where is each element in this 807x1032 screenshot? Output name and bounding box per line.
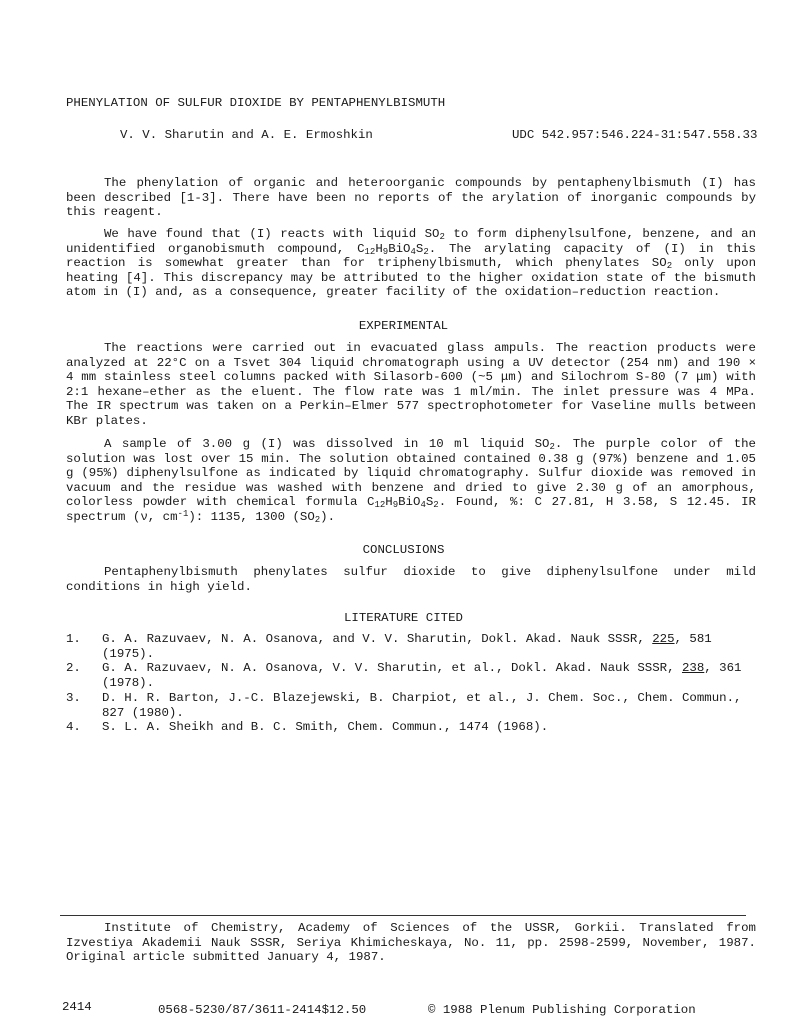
reference-text: S. L. A. Sheikh and B. C. Smith, Chem. Commun., 1474 (1968). [102, 720, 549, 734]
reference-text: G. A. Razuvaev, N. A. Osanova, and V. V. Sharutin, Dokl. Akad. Nauk SSSR, 225, 581 (1975). [102, 632, 712, 661]
reference-number: 1. [66, 632, 81, 646]
reference-text: G. A. Razuvaev, N. A. Osanova, V. V. Sharutin, et al., Dokl. Akad. Nauk SSSR, 238, 361 (1978). [102, 661, 742, 690]
intro-paragraph-1: The phenylation of organic and heteroorganic compounds by pentaphenylbismuth (I) has been described [1-3]. There have been no reports of the arylation of inorganic compounds by this reagent. [66, 176, 756, 220]
reference-number: 3. [66, 691, 81, 705]
experimental-heading: EXPERIMENTAL [358, 319, 449, 333]
authors: V. V. Sharutin and A. E. Ermoshkin [120, 128, 373, 142]
footnote-divider [60, 915, 746, 916]
literature-heading: LITERATURE CITED [344, 611, 463, 625]
page-number: 2414 [62, 1000, 92, 1014]
intro-paragraph-2: We have found that (I) reacts with liquid $SO_2$ to form diphenylsulfone, benzene, and an unidentified organobismuth compound, $C_{12}H_9BiO_4S_2$. The arylating capacity of (I) in this reaction is somewhat greater than for triphenylbismuth, which phenylates $SO_2$ only upon heating [4]. This discrepancy may be attributed to the higher oxidation state of the bismuth atom in (I) and, as a consequence, greater facility of the oxidation–reduction reaction. [66, 227, 757, 300]
reference-number: 4. [66, 720, 81, 734]
udc-code: UDC 542.957:546.224-31:547.558.33 [512, 128, 758, 142]
reference-number: 2. [66, 661, 81, 675]
reference-text: D. H. R. Barton, J.-C. Blazejewski, B. Charpiot, et al., J. Chem. Soc., Chem. Commun., 827 (1980). [102, 691, 742, 720]
article-code: 0568-5230/87/3611-2414$12.50 [158, 1003, 367, 1017]
copyright: © 1988 Plenum Publishing Corporation [428, 1003, 696, 1017]
article-title: PHENYLATION OF SULFUR DIOXIDE BY PENTAPHENYLBISMUTH [66, 96, 446, 110]
conclusions-heading: CONCLUSIONS [362, 543, 445, 557]
experimental-paragraph-1: The reactions were carried out in evacuated glass ampuls. The reaction products were analyzed at 22°C on a Tsvet 304 liquid chromatograph using a UV detector (254 nm) and 190 × 4 mm stainless steel columns packed with Silasorb-600 (~5 μm) and Silochrom S-80 (7 μm) with 2:1 hexane–ether as the eluent. The flow rate was 1 ml/min. The inlet pressure was 4 MPa. The IR spectrum was taken on a Perkin–Elmer 577 spectrophotometer for Vaseline mulls between KBr plates. [66, 341, 756, 428]
experimental-paragraph-2: A sample of 3.00 g (I) was dissolved in 10 ml liquid $SO_2$. The purple color of the solution was lost over 15 min. The solution obtained contained 0.38 g (97%) benzene and 1.05 g (95%) diphenylsulfone as indicated by liquid chromatography. Sulfur dioxide was removed in vacuum and the residue was washed with benzene and dried to give 2.30 g of an amorphous, colorless powder with chemical formula $C_{12}H_9BiO_4S_2$. Found, %: C 27.81, H 3.58, S 12.45. IR spectrum (ν, $cm^{-1}$): 1135, 1300 $(SO_2)$. [66, 437, 756, 525]
footnote: Institute of Chemistry, Academy of Sciences of the USSR, Gorkii. Translated from Izvestiya Akademii Nauk SSSR, Seriya Khimicheskaya, No. 11, pp. 2598-2599, November, 1987. Original article submitted January 4, 1987. [66, 921, 756, 965]
conclusions-paragraph: Pentaphenylbismuth phenylates sulfur dioxide to give diphenylsulfone under mild conditions in high yield. [66, 565, 756, 594]
